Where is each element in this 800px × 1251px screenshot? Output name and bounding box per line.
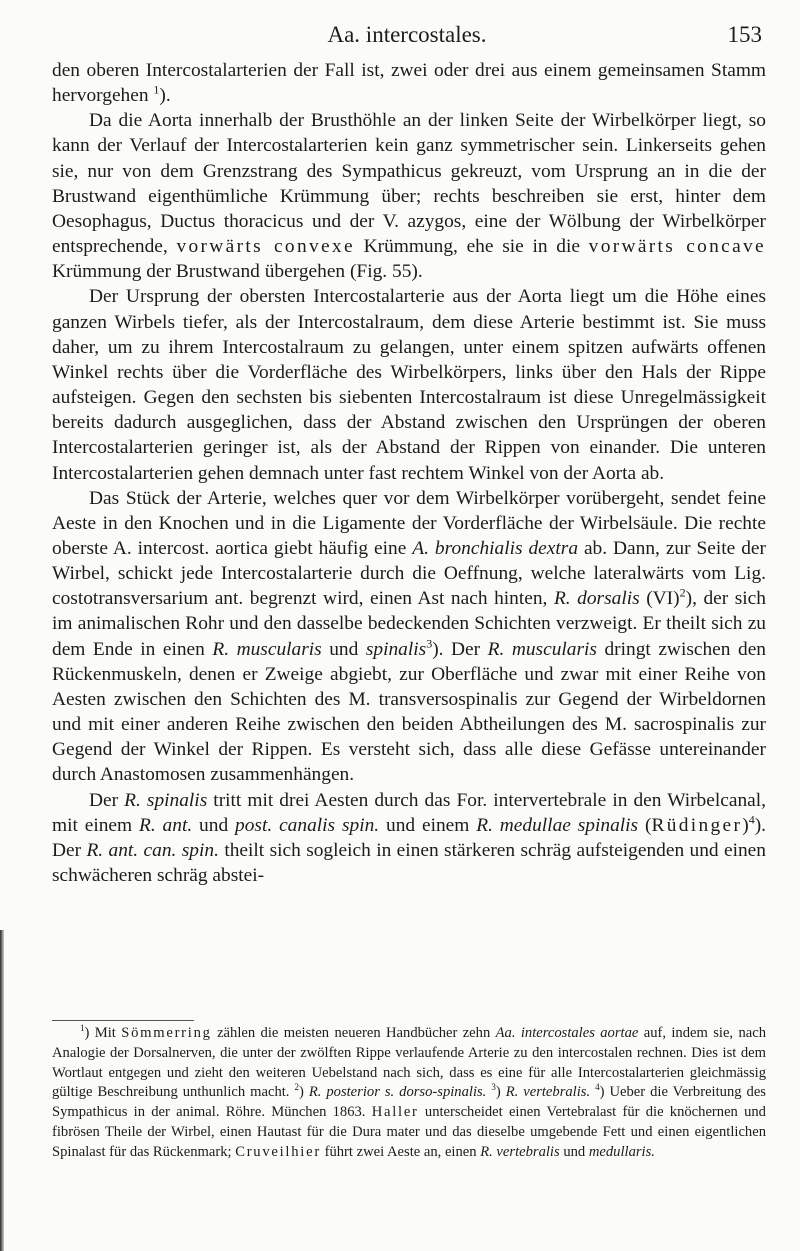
running-title: Aa. intercostales. (327, 22, 487, 47)
body-text (52, 58, 766, 888)
text-segment: Das Stück der Arterie, welches quer vor dem Wirbelkörper vorübergeht, sendet feine Aeste in den Knochen und in die Ligamente der Vorderfläche der Wirbelsäule. Die rechte oberste A. intercost. aortica giebt häufig eine (52, 487, 766, 559)
text-segment: den oberen Intercostalarterien der Fall ist, zwei oder drei aus einem gemeinsamen Stamm hervorgehen (52, 60, 766, 107)
text-segment: ) Ueber die Verbreitung des Sympathicus in der animal. Röhre. München 1863. (52, 1084, 766, 1121)
running-header (52, 22, 762, 52)
text-segment: und (559, 1143, 589, 1160)
text-segment: Krümmung, ehe sie in die (354, 236, 589, 258)
paragraph (52, 58, 766, 108)
page-number: 153 (727, 22, 762, 47)
text-segment: R. ant. (138, 814, 193, 836)
text-segment: Cruveilhier (235, 1143, 321, 1160)
text-segment: führt zwei Aeste an, einen (320, 1143, 481, 1160)
footnote-marker: 1 (153, 82, 160, 97)
paragraph (52, 284, 766, 485)
text-segment: R. ant. can. spin. (86, 839, 219, 861)
text-segment: R. vertebralis (480, 1143, 560, 1160)
text-segment: unterscheidet einen Vertebralast für die knöchernen und fibrösen Theile der Wirbel, einen Hautast für die Dura mater und das dieselbe umgebende Fett und einen eigentlichen Spinalast für das Rückenmark; (52, 1104, 766, 1160)
text-segment: tritt mit drei Aesten durch das For. intervertebrale in den Wirbelcanal, mit einem (52, 789, 767, 836)
footnote-marker: 4 (748, 812, 755, 827)
text-segment: R. spinalis (124, 789, 208, 811)
footnote-marker: 3 (491, 1082, 496, 1093)
text-segment: Der Ursprung der obersten Intercostalarterie aus der Aorta liegt um die Höhe eines ganzen Wirbels tiefer, als der Intercostalraum, dem diese Arterie bestimmt ist. Sie muss daher, um zu ihrem Intercostalraum zu gelangen, unter einem spitzen aufwärts offenen Winkel rechts über die Vorderfläche des Wirbelkörpers, links über den Hals der Rippe aufsteigen. Gegen den sechsten bis siebenten Intercostalraum ist diese Unregelmässigkeit bereits dadurch ausgeglichen, dass der Abstand zwischen den Ursprüngen der oberen Intercostalarterien geringer ist, als der Abstand der Rippen von einander. Die unteren Intercostalarterien gehen demnach unter fast rechtem Winkel von der Aorta ab. (52, 286, 766, 484)
footnote (52, 1024, 766, 1163)
text-segment: Sömmerring (121, 1025, 212, 1041)
text-segment: medullaris. (588, 1143, 655, 1160)
text-segment: A. bronchialis dextra (412, 537, 579, 559)
text-segment: auf, indem sie, nach Analogie der Dorsalnerven, die unter der zwölften Rippe verlaufende Arterie zu den intercostalen rechnen. Dies ist dem Wortlaut entgegen und zieht den weiteren Uebelstand nach sich, dass es eine für alle Intercostalarterien gleichmässig gültige Beschreibung unthunlich macht. (52, 1025, 766, 1101)
footnote-marker: 3 (426, 636, 433, 651)
text-segment: theilt sich sogleich in einen stärkeren schräg aufsteigenden und einen schwächeren schräg abstei- (52, 839, 766, 886)
text-segment: R. vertebralis. (505, 1084, 591, 1101)
text-segment: ) (495, 1084, 506, 1101)
text-segment: ), der sich im animalischen Rohr und den dasselbe bedeckenden Schichten verzweigt. Er theilt sich zu dem Ende in einen (52, 588, 766, 660)
text-segment: vorwärts convexe (176, 236, 355, 258)
text-segment: und (192, 814, 236, 836)
text-segment: ). (159, 85, 171, 107)
text-segment: (VI) (639, 588, 680, 610)
footnote-marker: 2 (679, 585, 686, 600)
footnote-marker: 1 (80, 1023, 85, 1034)
text-segment: Aa. intercostales aortae (495, 1025, 639, 1041)
text-segment: vorwärts concave (588, 236, 766, 258)
text-segment: Rüdinger (651, 814, 743, 836)
paragraph (52, 788, 766, 889)
text-segment: ) (298, 1084, 309, 1101)
paragraph (52, 108, 766, 284)
text-segment: post. canalis spin. (235, 814, 380, 836)
text-segment: Haller (371, 1104, 419, 1121)
footnotes (52, 1024, 766, 1163)
binding-shadow (0, 930, 4, 1251)
footnote-marker: 2 (294, 1082, 299, 1093)
footnote-rule (52, 1020, 194, 1021)
text-segment: Der (89, 789, 125, 811)
text-segment: ( (638, 814, 652, 836)
text-segment: ). Der (432, 638, 488, 660)
text-segment: R. muscularis (487, 638, 597, 660)
text-segment: R. dorsalis (553, 588, 640, 610)
text-segment: R. medullae spinalis (476, 814, 639, 836)
text-segment: Krümmung der Brustwand übergehen (Fig. 55). (52, 261, 423, 283)
text-segment: spinalis (365, 638, 427, 660)
footnote-marker: 4 (595, 1082, 600, 1093)
text-segment: und einem (379, 814, 477, 836)
paragraph (52, 486, 766, 788)
text-segment: ). Der (52, 814, 767, 861)
text-segment: ) (742, 814, 749, 836)
text-segment: und (321, 638, 366, 660)
text-segment: dringt zwischen den Rückenmuskeln, denen er Zweige abgiebt, zur Oberfläche und zwar mit einer Reihe von Aesten zwischen den Schichten des M. transversospinalis zur Gegend der Wirbeldornen und mit einer anderen Reihe zwischen den beiden Abtheilungen des M. sacrospinalis zur Gegend der Winkel der Rippen. Es versteht sich, dass alle diese Gefässe untereinander durch Anastomosen zusammenhängen. (52, 638, 766, 786)
text-segment: R. posterior s. dorso-spinalis. (308, 1084, 487, 1101)
text-segment: zählen die meisten neueren Handbücher zehn (211, 1025, 496, 1041)
text-segment: ab. Dann, zur Seite der Wirbel, schickt jede Intercostalarterie durch die Oeffnung, welche lateralwärts vom Lig. costotransversarium ant. begrenzt wird, einen Ast nach hinten, (52, 537, 766, 610)
text-segment: R. muscularis (212, 638, 322, 660)
text-segment: ) Mit (84, 1025, 122, 1041)
text-segment: Da die Aorta innerhalb der Brusthöhle an der linken Seite der Wirbelkörper liegt, so kann der Verlauf der Intercostalarterien kein ganz symmetrischer sein. Linkerseits gehen sie, nur von dem Grenzstrang des Sympathicus gekreuzt, vom Ursprung an in die der Brustwand eigenthümliche Krümmung über; rechts beschreiben sie erst, hinter dem Oesophagus, Ductus thoracicus und der V. azygos, eine der Wölbung der Wirbelkörper entsprechende, (52, 110, 766, 258)
